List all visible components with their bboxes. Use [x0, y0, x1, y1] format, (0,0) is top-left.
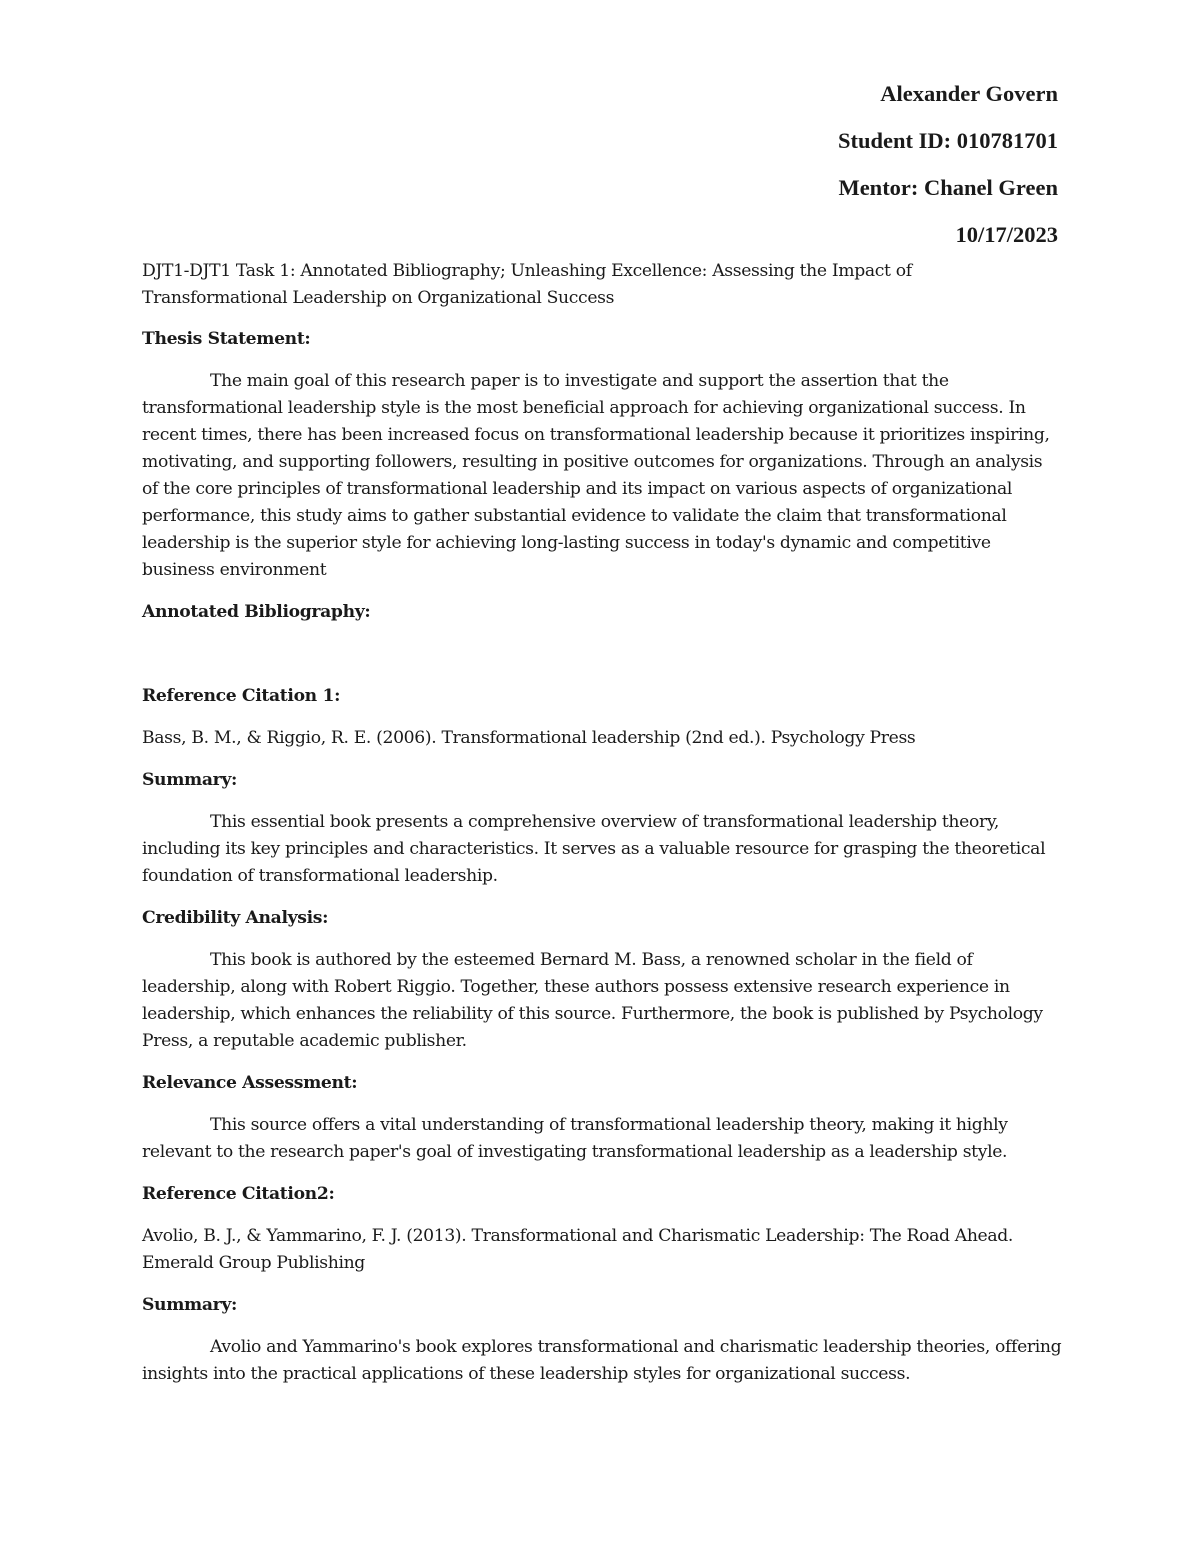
citation-1-relevance-heading: Relevance Assessment: — [142, 1073, 358, 1093]
citation-2-heading: Reference Citation2: — [142, 1184, 335, 1204]
citation-1-credibility: This book is authored by the esteemed Bernard M. Bass, a renowned scholar in the field of leadership, along with Robert Riggio. Together, these authors possess extensive research experience in leadership, which enhances the reliability of this source. Furthermore, the book is published by Psychology Press, a reputable academic publisher. — [142, 950, 1043, 1051]
citation-1-reference: Bass, B. M., & Riggio, R. E. (2006). Transformational leadership (2nd ed.). Psychology Press — [142, 728, 916, 748]
citation-1-heading: Reference Citation 1: — [142, 686, 341, 706]
author-name: Alexander Govern — [880, 81, 1058, 106]
author-header — [838, 70, 1058, 258]
bibliography-heading: Annotated Bibliography: — [142, 602, 371, 622]
thesis-text: The main goal of this research paper is to investigate and support the assertion that the transformational leadership style is the most beneficial approach for achieving organizational success. In recent times, there has been increased focus on transformational leadership because it prioritizes inspiring, motivating, and supporting followers, resulting in positive outcomes for organizations. Through an analysis of the core principles of transformational leadership and its impact on various aspects of organizational performance, this study aims to gather substantial evidence to validate the claim that transformational leadership is the superior style for achieving long-lasting success in today's dynamic and competitive business environment — [142, 371, 1050, 580]
document-date: 10/17/2023 — [955, 222, 1058, 247]
blank-space — [142, 641, 1062, 683]
document-body — [142, 258, 1062, 1403]
student-id: Student ID: 010781701 — [837, 128, 1058, 153]
citation-2-reference: Avolio, B. J., & Yammarino, F. J. (2013). Transformational and Charismatic Leadership: The Road Ahead. Emerald Group Publishing — [142, 1226, 1014, 1273]
citation-2-summary-heading: Summary: — [142, 1295, 238, 1315]
citation-2-summary: Avolio and Yammarino's book explores transformational and charismatic leadership theories, offering insights into the practical applications of these leadership styles for organizational success. — [142, 1337, 1062, 1384]
mentor-name: Mentor: Chanel Green — [838, 175, 1058, 200]
citation-1-summary-heading: Summary: — [142, 770, 238, 790]
citation-1-credibility-heading: Credibility Analysis: — [142, 908, 329, 928]
thesis-heading: Thesis Statement: — [142, 329, 311, 349]
citation-1-relevance: This source offers a vital understanding of transformational leadership theory, making it highly relevant to the research paper's goal of investigating transformational leadership as a leadership style. — [142, 1115, 1008, 1162]
citation-1-summary: This essential book presents a comprehensive overview of transformational leadership theory, including its key principles and characteristics. It serves as a valuable resource for grasping the theoretical foundation of transformational leadership. — [142, 812, 1046, 886]
document-title: DJT1-DJT1 Task 1: Annotated Bibliography; Unleashing Excellence: Assessing the Impact of Transformational Leadership on Organizational Success — [142, 261, 912, 308]
